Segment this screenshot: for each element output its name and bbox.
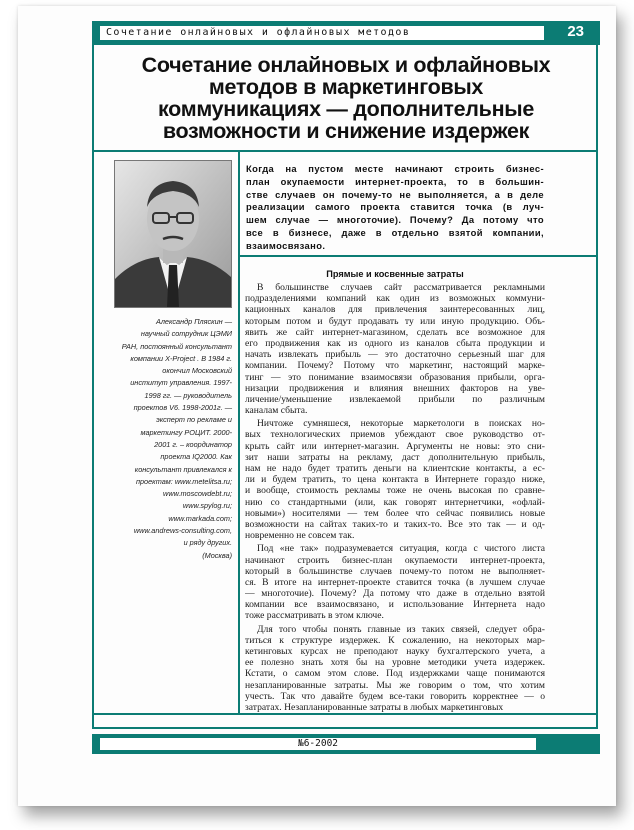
caption-line: www.moscowdebt.ru; [163, 489, 232, 499]
caption-line: окончил Московский [162, 366, 232, 376]
caption-line: РАН, постоянный консультант [121, 341, 232, 351]
caption-line: (Москва) [202, 550, 232, 560]
body-line: которым потом и будут продавать ту или иную продукцию. Объ- [245, 315, 545, 327]
body-paragraph [245, 282, 545, 416]
caption-line: маркетингу РОЦИТ. 2000- [140, 427, 232, 437]
title-line: Сочетание онлайновых и офлайновых [141, 53, 551, 77]
lead-line: план окупаемости интернет-проекта, то в большин- [246, 175, 544, 187]
body-line: начать извлекать прибыль — это достаточно серьезный шаг для [245, 349, 545, 361]
body-line: кетинговых курсах не преподают науку бухгалтерского учета, а [245, 646, 545, 657]
body-line: тоже рассматривать в этом ключе. [245, 610, 384, 622]
body-line: личение/уменьшение извлекаемой прибыли по различным [245, 393, 545, 405]
caption-line: проектов V6. 1998-2001г. — [133, 403, 232, 413]
title-line: методов в маркетинговых [208, 75, 484, 99]
caption-line: 1998 гг. — руководитель [144, 390, 232, 400]
body-line: который в большинстве случаев почему-то потом не выполняет- [245, 565, 545, 577]
body-line: начинают строить бизнес-план окупаемости интернет-проекта, [245, 554, 545, 566]
body-line: Под «не так» подразумевается ситуация, когда с чистого листа [257, 543, 545, 555]
caption-line: проектам: www.metelitsa.ru; [135, 476, 232, 486]
body-line: компании все взаимосвязано, и использование Интернета надо [245, 599, 545, 611]
body-line: В большинстве случаев сайт рассматривается рекламными [257, 282, 545, 293]
caption-line: www.markada.com; [168, 513, 232, 523]
body-line: компании. Почему? Потому что маркетинг, настоящий марке- [245, 360, 545, 372]
article-title [94, 54, 598, 142]
issue-number: №6-2002 [100, 738, 536, 750]
author-portrait-photo [114, 160, 232, 308]
body-line: зит наши затраты на рекламу, даст дополнительную прибыль, [245, 451, 545, 463]
running-section-title: Сочетание онлайновых и офлайновых методов [100, 26, 544, 40]
body-paragraph [245, 418, 545, 541]
caption-line: проекта IQ2000. Как [160, 452, 232, 462]
body-line: его продвижения как из одного из каналов сбыта продукции и [245, 337, 545, 349]
column-divider [238, 152, 240, 714]
caption-line: компании X-Project . В 1984 г. [130, 353, 232, 363]
body-line: крыть сайт или интернет-магазин. Аргументы не новы: это сни- [245, 440, 545, 452]
caption-line: Александр Пляскин — [155, 317, 232, 326]
section-heading: Прямые и косвенные затраты [326, 269, 464, 279]
body-line: ся. В итоге на интернет-проекте ставится точка (в лучшем случае [245, 576, 545, 588]
body-line: подразделениями компаний как один из возможных коммуни- [245, 293, 545, 305]
body-line: и вообще, стоимость рекламы тоже не очень высокая по сравне- [245, 485, 545, 497]
body-line: каналам сбыта. [245, 405, 308, 417]
body-line: тинг — это понимание взаимосвязи образования прибыли, орга- [245, 371, 545, 383]
body-line: вых технологических приемов убеждают свое руководство от- [245, 429, 545, 441]
body-line: нию со стандартными (или, как говорят интернетчики, «офлай- [245, 496, 545, 508]
body-line: новременно не совсем так. [245, 530, 355, 542]
caption-line: консультант привлекался к [134, 464, 232, 474]
page-number: 23 [567, 23, 584, 40]
body-line: — многоточие). Почему? Да потому что даже в отдельно взятой [245, 588, 545, 600]
body-line: Кстати, о самом этом слове. Под издержками чаще понимаются [245, 668, 545, 680]
body-line: затратах. Незапланированные затраты в любых маркетинговых [245, 701, 504, 713]
article-lead [246, 163, 544, 253]
lead-line: реализации самого проекта ставится точка (в луч- [246, 201, 544, 213]
body-paragraph [245, 543, 545, 621]
author-caption [108, 316, 232, 562]
body-line: явить же сайт интернет-магазином, сделать все возможное для [245, 326, 545, 338]
lead-line: шем случае — многоточие). Почему? Да потому что [246, 214, 544, 226]
body-line: учесть. Так что давайте будем все-таки говорить корректнее — о [245, 690, 545, 702]
body-line: возможности на сайтах таких-то и таких-то. Все это так — и од- [245, 518, 545, 530]
caption-line: институт управления. 1997- [130, 378, 232, 388]
caption-line: научный сотрудник ЦЭМИ [140, 329, 232, 339]
caption-line: www.andrews-consulting.com, [133, 526, 232, 536]
body-line: Для того чтобы понять главные из таких связей, следует обра- [257, 623, 545, 635]
caption-line: www.spylog.ru; [182, 501, 232, 511]
lead-line: взаимосвязано. [246, 239, 326, 251]
title-line: возможности и снижение издержек [162, 119, 530, 143]
page-header-bar [92, 21, 600, 45]
body-line: Ничтоже сумняшеся, некоторые маркетологи в поисках но- [257, 418, 545, 430]
body-line: кационных каналов для привлечения заинтересованных лиц, [245, 304, 545, 316]
body-line: титься к структуре издержек. К сожалению, на некоторых мар- [245, 634, 545, 646]
title-divider [94, 150, 598, 152]
lead-line: стве случаев он почему-то не выполняется, а в деле [246, 188, 544, 200]
caption-line: 2001 г. – координатор [154, 439, 232, 449]
body-line: низации продвижения и влияния внешних факторов на уве- [245, 382, 545, 394]
body-line: ее полезно знать хотя бы на уровне методики учета издержек. [245, 657, 545, 669]
body-line: ли и будем тратить, то цена контакта в Интернете гораздо ниже, [245, 474, 545, 486]
lead-line: все в бизнесе, даже в отдельно взятой компании, [246, 226, 544, 238]
lead-divider [240, 255, 598, 257]
body-line: новыми») носителями — тем более что сейчас появились новые [245, 507, 545, 519]
caption-line: и ряду других. [183, 538, 232, 548]
body-line: незапланированные затраты. Мы же говорим о том, что хотим [245, 679, 545, 691]
caption-line: эксперт по рекламе и [156, 415, 232, 425]
article-body [245, 282, 545, 715]
title-line: коммуникациях — дополнительные [157, 97, 534, 121]
body-line: нам не надо будет тратить деньги на клиентские контакты, а ес- [245, 463, 545, 474]
lead-line: Когда на пустом месте начинают строить бизнес- [246, 163, 544, 174]
body-paragraph [245, 624, 545, 714]
page-footer-bar [92, 734, 600, 754]
